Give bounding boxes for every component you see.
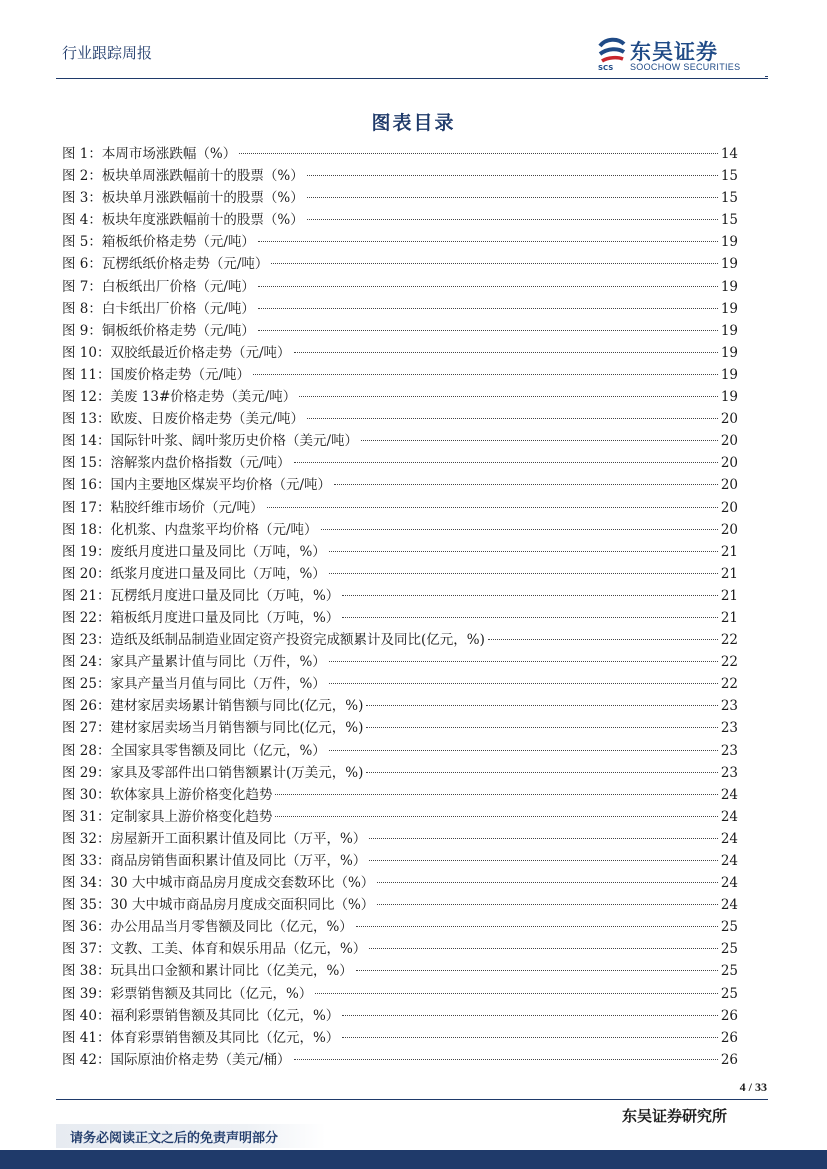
toc-entry-label: 图 31：定制家具上游价格变化趋势: [62, 808, 273, 825]
toc-leader-dots: [366, 727, 717, 728]
toc-entry[interactable]: [62, 187, 738, 209]
toc-entry[interactable]: [62, 960, 738, 982]
toc-leader-dots: [294, 1059, 718, 1060]
toc-entry-label: 图 16：国内主要地区煤炭平均价格（元/吨）: [62, 477, 332, 494]
toc-leader-dots: [253, 374, 718, 375]
toc-entry-label: 图 36：办公用品当月零售额及同比（亿元，%）: [62, 919, 353, 936]
toc-entry-label: 图 38：玩具出口金额和累计同比（亿美元，%）: [62, 963, 353, 980]
toc-entry[interactable]: [62, 717, 738, 739]
toc-leader-dots: [361, 440, 718, 441]
toc-leader-dots: [307, 175, 718, 176]
toc-entry-label: 图 37：文教、工美、体育和娱乐用品（亿元，%）: [62, 941, 367, 958]
toc-entry-page: 23: [720, 720, 738, 737]
toc-entry-label: 图 42：国际原油价格走势（美元/桶）: [62, 1051, 291, 1068]
table-of-figures: [62, 143, 738, 1071]
toc-entry[interactable]: [62, 607, 738, 629]
toc-leader-dots: [369, 860, 718, 861]
toc-entry-page: 23: [720, 764, 738, 781]
toc-entry-label: 图 24：家具产量累计值与同比（万件，%）: [62, 654, 326, 671]
toc-entry-label: 图 14：国际针叶浆、阔叶浆历史价格（美元/吨）: [62, 433, 359, 450]
toc-entry-page: 19: [720, 300, 738, 317]
toc-leader-dots: [377, 904, 718, 905]
disclaimer-notice: 请务必阅读正文之后的免责声明部分: [70, 1131, 279, 1146]
toc-entry[interactable]: [62, 983, 738, 1005]
toc-leader-dots: [366, 772, 717, 773]
toc-entry-page: 26: [720, 1007, 738, 1024]
toc-leader-dots: [321, 529, 718, 530]
toc-leader-dots: [299, 396, 718, 397]
toc-leader-dots: [342, 1037, 718, 1038]
toc-leader-dots: [342, 617, 718, 618]
toc-entry-label: 图 5：箱板纸价格走势（元/吨）: [62, 234, 255, 251]
toc-entry[interactable]: [62, 276, 738, 298]
footer-divider: [56, 1099, 768, 1100]
toc-entry-page: 24: [720, 897, 738, 914]
toc-entry[interactable]: [62, 165, 738, 187]
toc-entry-label: 图 11：国废价格走势（元/吨）: [62, 366, 251, 383]
toc-entry[interactable]: [62, 143, 738, 165]
toc-leader-dots: [271, 263, 717, 264]
toc-entry-label: 图 4：板块年度涨跌幅前十的股票（%）: [62, 212, 304, 229]
toc-leader-dots: [275, 816, 717, 817]
toc-entry-page: 20: [720, 433, 738, 450]
toc-entry[interactable]: [62, 784, 738, 806]
toc-entry-label: 图 20：纸浆月度进口量及同比（万吨，%）: [62, 565, 326, 582]
toc-entry[interactable]: [62, 474, 738, 496]
toc-entry-page: 26: [720, 1029, 738, 1046]
toc-entry-page: 19: [720, 366, 738, 383]
toc-entry[interactable]: [62, 541, 738, 563]
toc-entry[interactable]: [62, 452, 738, 474]
toc-entry-page: 21: [720, 587, 738, 604]
toc-entry-page: 19: [720, 256, 738, 273]
toc-entry-label: 图 1：本周市场涨跌幅（%）: [62, 146, 237, 162]
toc-entry[interactable]: [62, 342, 738, 364]
toc-entry-page: 14: [720, 146, 738, 162]
header-divider-tick: [765, 76, 768, 77]
toc-title: 图表目录: [371, 112, 456, 134]
toc-leader-dots: [307, 197, 718, 198]
toc-entry-label: 图 13：欧废、日废价格走势（美元/吨）: [62, 411, 305, 428]
toc-entry-label: 图 41：体育彩票销售额及其同比（亿元，%）: [62, 1029, 340, 1046]
toc-entry-label: 图 23：造纸及纸制品制造业固定资产投资完成额累计及同比(亿元，%): [62, 632, 485, 649]
toc-entry-page: 20: [720, 455, 738, 472]
toc-entry-page: 25: [720, 985, 738, 1002]
toc-leader-dots: [258, 286, 718, 287]
toc-entry-label: 图 19：废纸月度进口量及同比（万吨，%）: [62, 543, 326, 560]
report-type-label: 行业跟踪周报: [62, 44, 153, 62]
toc-entry-page: 22: [720, 676, 738, 693]
toc-entry-page: 24: [720, 808, 738, 825]
toc-entry[interactable]: [62, 430, 738, 452]
toc-entry-page: 19: [720, 234, 738, 251]
toc-leader-dots: [488, 639, 718, 640]
toc-entry-page: 21: [720, 609, 738, 626]
toc-entry-page: 15: [720, 168, 738, 185]
toc-entry-page: 19: [720, 389, 738, 406]
toc-entry-page: 23: [720, 742, 738, 759]
toc-entry-label: 图 18：化机浆、内盘浆平均价格（元/吨）: [62, 521, 318, 538]
toc-leader-dots: [294, 352, 718, 353]
toc-entry-page: 24: [720, 853, 738, 869]
toc-entry-label: 图 6：瓦楞纸纸价格走势（元/吨）: [62, 256, 269, 273]
toc-entry[interactable]: [62, 320, 738, 342]
toc-entry[interactable]: [62, 585, 738, 607]
toc-leader-dots: [275, 794, 717, 795]
toc-entry-page: 24: [720, 786, 738, 803]
toc-leader-dots: [329, 573, 718, 574]
toc-entry-label: 图 35：30 大中城市商品房月度成交面积同比（%）: [62, 897, 375, 914]
toc-leader-dots: [329, 683, 718, 684]
toc-leader-dots: [258, 241, 718, 242]
toc-entry[interactable]: [62, 872, 738, 894]
toc-leader-dots: [307, 418, 718, 419]
toc-entry-page: 20: [720, 499, 738, 516]
toc-leader-dots: [239, 153, 718, 154]
toc-leader-dots: [369, 838, 718, 839]
toc-leader-dots: [267, 507, 718, 508]
toc-entry-page: 25: [720, 919, 738, 936]
toc-entry-label: 图 27：建材家居卖场当月销售额与同比(亿元，%): [62, 720, 364, 737]
toc-entry[interactable]: [62, 629, 738, 651]
toc-entry-page: 22: [720, 632, 738, 649]
toc-leader-dots: [366, 705, 717, 706]
toc-entry[interactable]: [62, 695, 738, 717]
toc-leader-dots: [258, 330, 718, 331]
toc-entry[interactable]: [62, 762, 738, 784]
toc-leader-dots: [342, 1015, 718, 1016]
toc-leader-dots: [377, 882, 718, 883]
toc-entry-page: 19: [720, 344, 738, 361]
header-divider: [56, 78, 768, 79]
toc-entry[interactable]: [62, 497, 738, 519]
toc-entry[interactable]: [62, 1027, 738, 1049]
toc-entry-page: 19: [720, 322, 738, 339]
toc-entry-label: 图 40：福利彩票销售额及其同比（亿元，%）: [62, 1007, 340, 1024]
toc-entry-label: 图 7：白板纸出厂价格（元/吨）: [62, 278, 255, 295]
toc-entry[interactable]: [62, 298, 738, 320]
footer-organization: 东吴证券研究所: [621, 1107, 727, 1125]
toc-entry-label: 图 3：板块单月涨跌幅前十的股票（%）: [62, 190, 304, 207]
toc-leader-dots: [307, 219, 718, 220]
toc-leader-dots: [294, 462, 718, 463]
toc-entry-page: 23: [720, 698, 738, 715]
toc-entry-label: 图 30：软体家具上游价格变化趋势: [62, 786, 273, 803]
toc-entry-page: 21: [720, 543, 738, 560]
toc-entry[interactable]: [62, 519, 738, 541]
toc-entry-label: 图 29：家具及零部件出口销售额累计(万美元，%): [62, 764, 364, 781]
toc-entry-label: 图 9：铜板纸价格走势（元/吨）: [62, 322, 255, 339]
toc-leader-dots: [329, 551, 718, 552]
toc-entry-label: 图 25：家具产量当月值与同比（万件，%）: [62, 676, 326, 693]
toc-entry-page: 25: [720, 963, 738, 980]
toc-entry-page: 22: [720, 654, 738, 671]
toc-entry-page: 24: [720, 875, 738, 892]
toc-entry[interactable]: [62, 563, 738, 585]
toc-entry[interactable]: [62, 253, 738, 275]
toc-entry-label: 图 15：溶解浆内盘价格指数（元/吨）: [62, 455, 291, 472]
toc-entry[interactable]: [62, 1049, 738, 1071]
toc-entry-label: 图 21：瓦楞纸月度进口量及同比（万吨，%）: [62, 587, 340, 604]
toc-entry[interactable]: [62, 894, 738, 916]
toc-entry-page: 20: [720, 411, 738, 428]
toc-leader-dots: [356, 970, 718, 971]
toc-entry-page: 20: [720, 521, 738, 538]
toc-leader-dots: [369, 948, 718, 949]
toc-entry[interactable]: [62, 408, 738, 430]
toc-entry-label: 图 32：房屋新开工面积累计值及同比（万平，%）: [62, 830, 367, 847]
toc-entry-page: 19: [720, 278, 738, 295]
toc-entry[interactable]: [62, 938, 738, 960]
toc-entry[interactable]: [62, 231, 738, 253]
toc-entry-label: 图 2：板块单周涨跌幅前十的股票（%）: [62, 168, 304, 185]
logo-english-name: SOOCHOW SECURITIES: [630, 62, 741, 72]
toc-entry[interactable]: [62, 916, 738, 938]
toc-entry-page: 24: [720, 830, 738, 847]
scs-logo-icon: [596, 36, 628, 72]
toc-entry[interactable]: [62, 673, 738, 695]
logo-chinese-name: 东吴证券: [630, 40, 718, 64]
toc-entry[interactable]: [62, 1005, 738, 1027]
toc-entry-label: 图 10：双胶纸最近价格走势（元/吨）: [62, 344, 291, 361]
toc-entry[interactable]: [62, 828, 738, 850]
bottom-brand-bar: [0, 1150, 827, 1169]
toc-entry-label: 图 39：彩票销售额及其同比（亿元，%）: [62, 985, 313, 1002]
toc-entry-label: 图 28：全国家具零售额及同比（亿元，%）: [62, 742, 326, 759]
toc-entry[interactable]: [62, 209, 738, 231]
toc-leader-dots: [329, 750, 718, 751]
logo-mark-text: SCS: [598, 64, 614, 72]
toc-entry[interactable]: [62, 386, 738, 408]
toc-entry-label: 图 26：建材家居卖场累计销售额与同比(亿元，%): [62, 698, 364, 715]
soochow-logo: [596, 36, 766, 76]
toc-entry-label: 图 34：30 大中城市商品房月度成交套数环比（%）: [62, 875, 375, 892]
page-number: 4 / 33: [739, 1080, 767, 1094]
toc-leader-dots: [329, 661, 718, 662]
toc-entry[interactable]: [62, 740, 738, 762]
toc-entry-label: 图 22：箱板纸月度进口量及同比（万吨，%）: [62, 609, 340, 626]
toc-entry-page: 21: [720, 565, 738, 582]
toc-entry-page: 25: [720, 941, 738, 958]
toc-entry-page: 26: [720, 1051, 738, 1068]
toc-leader-dots: [342, 595, 718, 596]
toc-entry[interactable]: [62, 806, 738, 828]
toc-entry[interactable]: [62, 651, 738, 673]
toc-entry-label: 图 33：商品房销售面积累计值及同比（万平，%）: [62, 853, 367, 869]
toc-entry[interactable]: [62, 850, 738, 872]
toc-entry-label: 图 17：粘胶纤维市场价（元/吨）: [62, 499, 264, 516]
toc-leader-dots: [356, 926, 718, 927]
toc-leader-dots: [334, 484, 718, 485]
toc-entry-label: 图 12：美废 13#价格走势（美元/吨）: [62, 389, 297, 406]
toc-entry-page: 15: [720, 212, 738, 229]
toc-entry[interactable]: [62, 364, 738, 386]
toc-leader-dots: [315, 993, 718, 994]
toc-leader-dots: [258, 308, 718, 309]
toc-entry-page: 20: [720, 477, 738, 494]
toc-entry-label: 图 8：白卡纸出厂价格（元/吨）: [62, 300, 255, 317]
toc-entry-page: 15: [720, 190, 738, 207]
